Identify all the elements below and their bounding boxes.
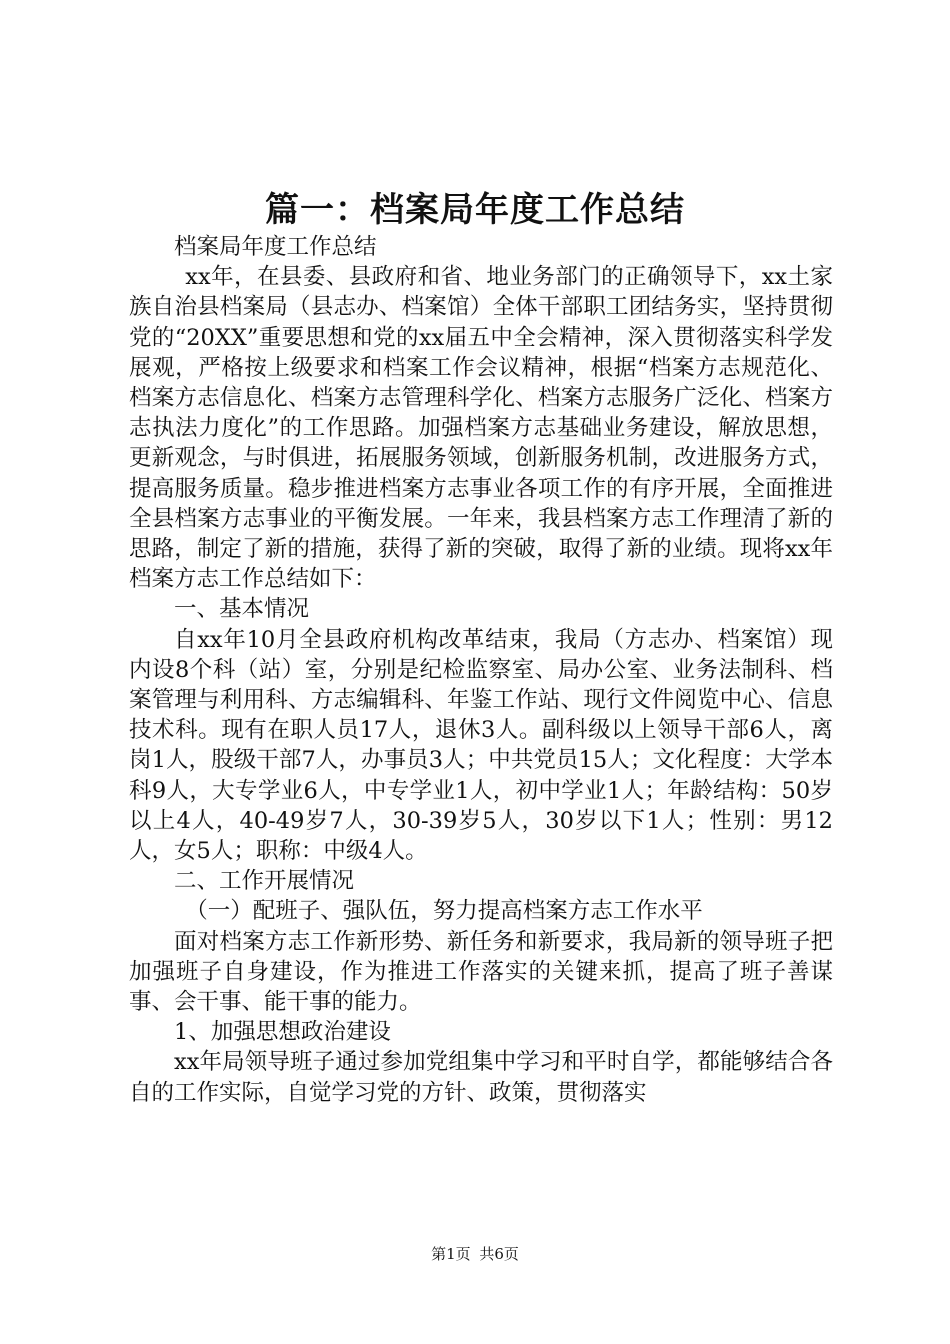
intro-paragraph: xx年，在县委、县政府和省、地业务部门的正确领导下，xx土家族自治县档案局（县志办、档案馆）全体干部职工团结务实，坚持贯彻党的“20XX”重要思想和党的xx届五中全会精神，深入贯彻落实科学发展观，严格按上级要求和档案工作会议精神，根据“档案方志规范化、档案方志信息化、档案方志管理科学化、档案方志服务广泛化、档案方志执法力度化”的工作思路。加强档案方志基础业务建设，解放思想，更新观念，与时俱进，拓展服务领域，创新服务机制，改进服务方式，提高服务质量。稳步推进档案方志事业各项工作的有序开展，全面推进全县档案方志事业的平衡发展。一年来，我县档案方志工作理清了新的思路，制定了新的措施，获得了新的突破，取得了新的业绩。现将xx年档案方志工作总结如下： <box>129 264 833 593</box>
page-number: 第1页 <box>431 1245 471 1263</box>
section-heading-work: 二、工作开展情况 <box>174 868 355 895</box>
document-body <box>129 232 833 1108</box>
item-heading-1: 1、加强思想政治建设 <box>174 1019 391 1046</box>
leadership-paragraph: 面对档案方志工作新形势、新任务和新要求，我局新的领导班子把加强班子自身建设，作为推进工作落实的关键来抓，提高了班子善谋事、会干事、能干事的能力。 <box>129 928 833 1016</box>
page-total: 共6页 <box>479 1245 519 1263</box>
subsection-heading-1: （一）配班子、强队伍，努力提高档案方志工作水平 <box>185 898 703 925</box>
page-footer <box>0 1244 950 1264</box>
section-heading-basic: 一、基本情况 <box>174 596 310 623</box>
basic-info-paragraph: 自xx年10月全县政府机构改革结束，我局（方志办、档案馆）现内设8个科（站）室，分别是纪检监察室、局办公室、业务法制科、档案管理与利用科、方志编辑科、年鉴工作站、现行文件阅览中心、信息技术科。现有在职人员17人，退休3人。副科级以上领导干部6人，离岗1人，股级干部7人，办事员3人；中共党员15人；文化程度：大学本科9人，大专学业6人，中专学业1人，初中学业1人；年龄结构：50岁以上4人，40-49岁7人，30-39岁5人，30岁以下1人；性别：男12人，女5人；职称：中级4人。 <box>129 626 833 865</box>
study-paragraph: xx年局领导班子通过参加党组集中学习和平时自学，都能够结合各自的工作实际，自觉学习党的方针、政策，贯彻落实 <box>129 1049 833 1106</box>
document-title: 篇一：档案局年度工作总结 <box>265 190 685 230</box>
subtitle-paragraph: 档案局年度工作总结 <box>174 234 377 260</box>
